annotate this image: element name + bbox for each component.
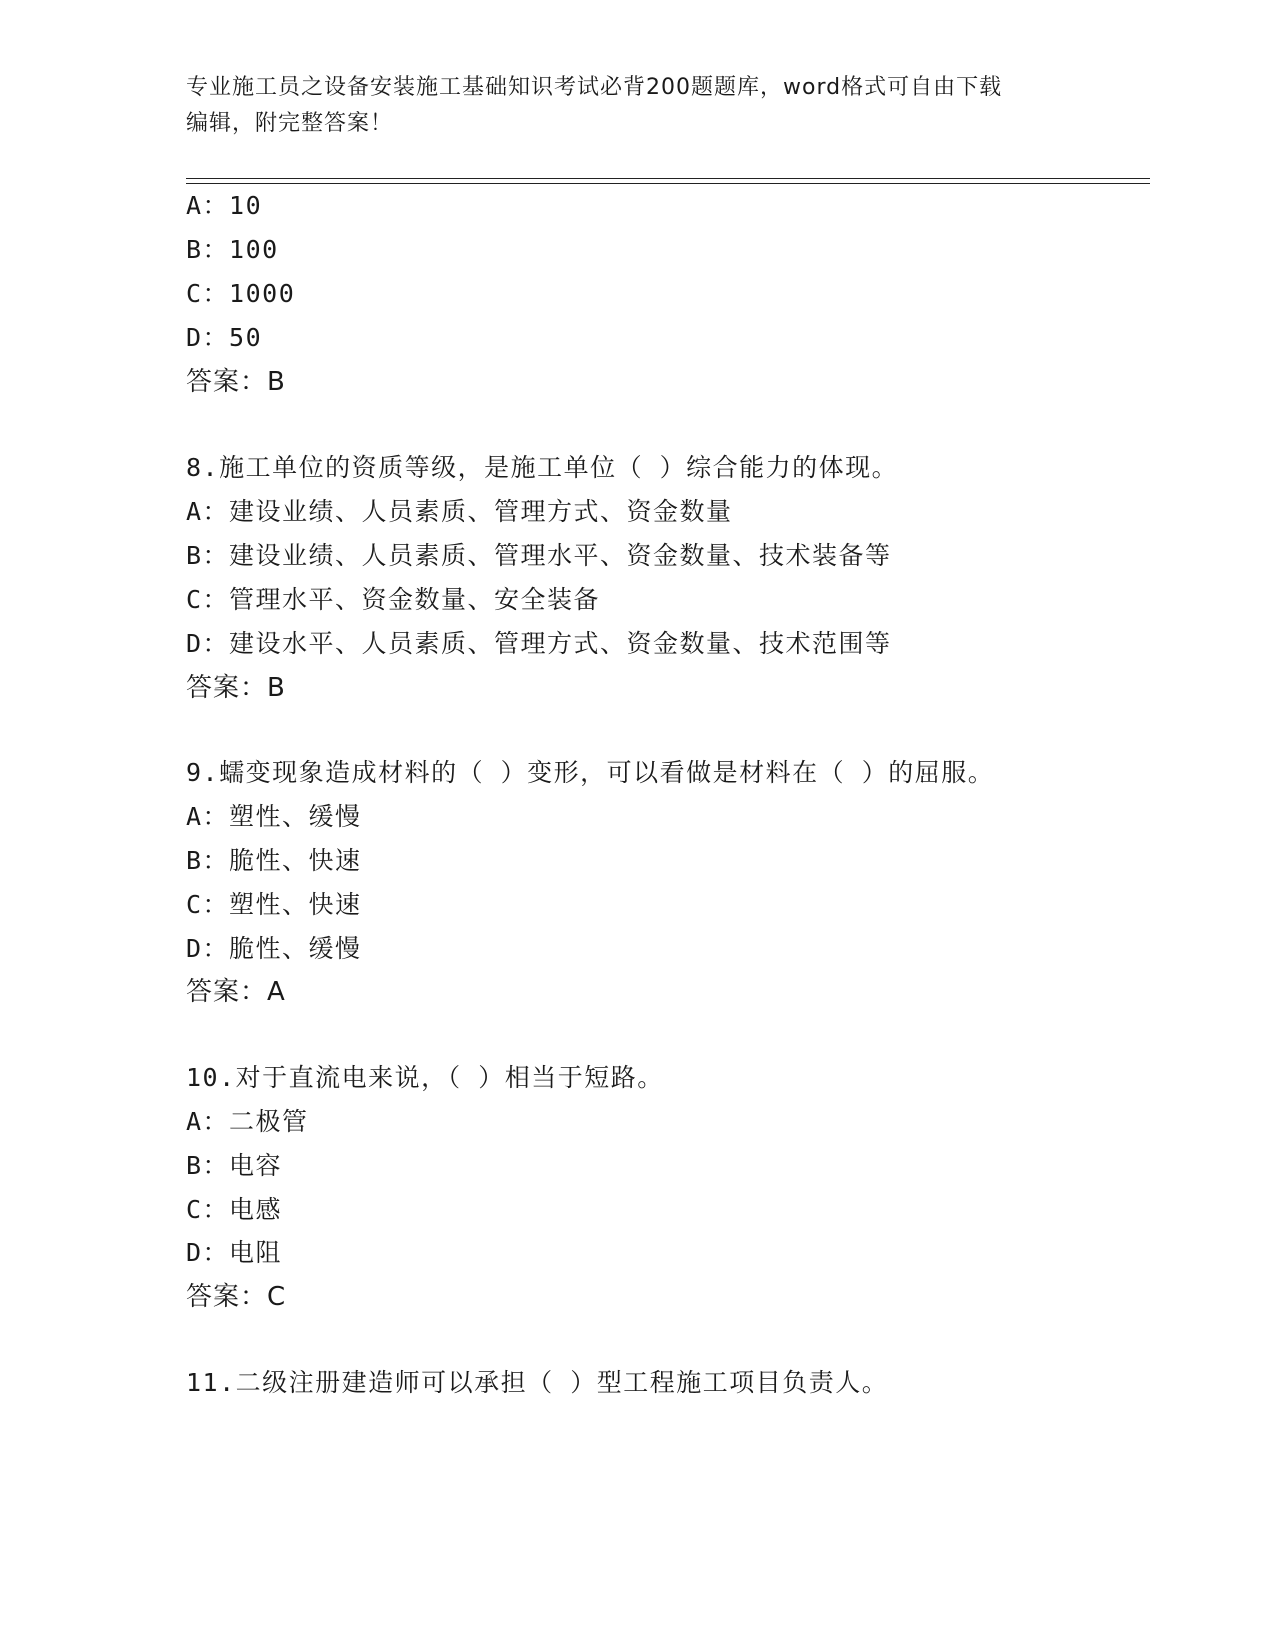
header-title-line-1: 专业施工员之设备安装施工基础知识考试必背200题题库，word格式可自由下载 (186, 75, 1003, 100)
q8-answer: 答案：B (186, 673, 286, 703)
q7-answer: 答案：B (186, 367, 286, 397)
q10-answer: 答案：C (186, 1282, 287, 1312)
q9-option-b: B：脆性、快速 (186, 846, 362, 875)
q7-option-c: C：1000 (186, 279, 296, 308)
header-divider-top (186, 178, 1150, 179)
q7-option-d: D：50 (186, 323, 263, 352)
q10-option-d: D：电阻 (186, 1238, 283, 1267)
q7-option-b: B：100 (186, 235, 279, 264)
document-header (186, 70, 1086, 142)
q9-question: 9.蠕变现象造成材料的（ ）变形，可以看做是材料在（ ）的屈服。 (186, 758, 995, 787)
q8-option-c: C：管理水平、资金数量、安全装备 (186, 585, 601, 614)
q10-option-b: B：电容 (186, 1151, 283, 1180)
q10-option-c: C：电感 (186, 1195, 283, 1224)
q9-answer: 答案：A (186, 977, 286, 1007)
q11-question: 11.二级注册建造师可以承担（ ）型工程施工项目负责人。 (186, 1368, 889, 1397)
q9-option-d: D：脆性、缓慢 (186, 934, 362, 963)
q8-question: 8.施工单位的资质等级，是施工单位（ ）综合能力的体现。 (186, 453, 899, 482)
header-title-line-2: 编辑，附完整答案！ (186, 111, 394, 136)
header-divider-bottom (186, 183, 1150, 184)
q9-option-c: C：塑性、快速 (186, 890, 362, 919)
q8-option-d: D：建设水平、人员素质、管理方式、资金数量、技术范围等 (186, 629, 892, 658)
q10-option-a: A：二极管 (186, 1107, 309, 1136)
q7-option-a: A：10 (186, 191, 263, 220)
q8-option-b: B：建设业绩、人员素质、管理水平、资金数量、技术装备等 (186, 541, 892, 570)
q10-question: 10.对于直流电来说，（ ）相当于短路。 (186, 1063, 664, 1092)
q8-option-a: A：建设业绩、人员素质、管理方式、资金数量 (186, 497, 733, 526)
q9-option-a: A：塑性、缓慢 (186, 802, 362, 831)
